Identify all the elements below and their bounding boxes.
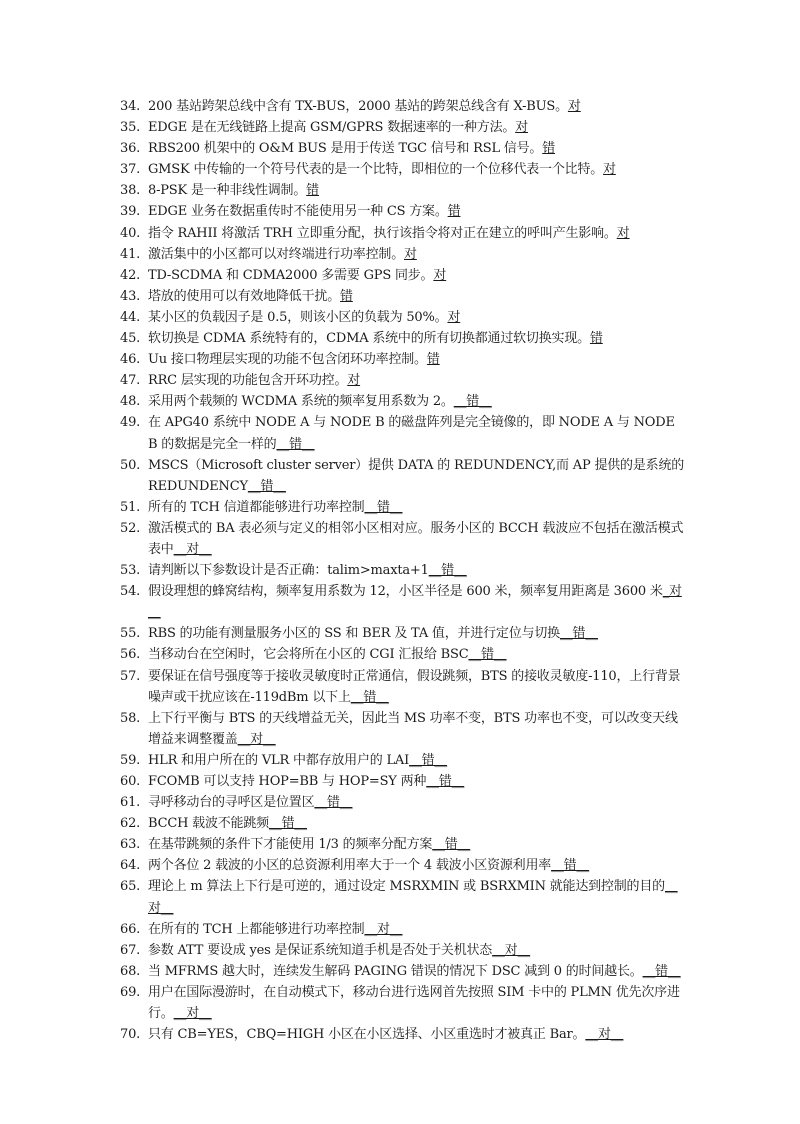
question-number: 34. <box>120 99 141 114</box>
question-number: 42. <box>120 267 141 283</box>
question-text: 某小区的负载因子是 0.5，则该小区的负载为 50%。 <box>148 309 448 325</box>
question-number: 60. <box>120 774 141 789</box>
question-number: 58. <box>120 710 141 726</box>
question-text: RBS 的功能有测量服务小区的 SS 和 BER 及 TA 值，并进行定位与切换 <box>148 626 560 642</box>
question-item <box>108 286 688 307</box>
question-number: 49. <box>120 415 141 431</box>
question-number: 69. <box>120 984 141 1000</box>
question-item <box>108 1024 688 1045</box>
question-item <box>108 265 688 286</box>
answer-mark: __错__ <box>428 563 467 579</box>
question-text: 200 基站跨架总线中含有 TX-BUS，2000 基站的跨架总线含有 X-BUS。 <box>148 99 568 114</box>
answer-mark: __对__ <box>173 541 212 557</box>
question-number: 40. <box>120 225 141 241</box>
question-number: 47. <box>120 373 141 389</box>
question-text: 当 MFRMS 越大时，连续发生解码 PAGING 错误的情况下 DSC 减到 0 的时间越长。 <box>148 963 643 979</box>
answer-mark: __错__ <box>551 858 590 874</box>
question-text: BCCH 载波不能跳频 <box>148 816 269 832</box>
question-item <box>108 307 688 328</box>
answer-mark: __错__ <box>468 647 507 663</box>
answer-mark: _对__ <box>148 584 682 621</box>
answer-mark: __错__ <box>642 963 681 979</box>
question-item <box>108 201 688 222</box>
question-text: 请判断以下参数设计是否正确：talim>maxta+1 <box>148 563 429 579</box>
question-item <box>108 876 688 918</box>
question-number: 44. <box>120 309 141 325</box>
answer-mark: __对__ <box>148 879 678 916</box>
question-number: 38. <box>120 183 141 199</box>
question-item <box>108 708 688 750</box>
question-number: 70. <box>120 1027 141 1043</box>
answer-mark: 对 <box>447 309 461 325</box>
answer-mark: 对 <box>567 99 581 114</box>
question-number: 67. <box>120 942 141 958</box>
answer-mark: __错__ <box>409 752 448 768</box>
question-item <box>108 412 688 454</box>
question-item <box>108 223 688 244</box>
question-item <box>108 834 688 855</box>
answer-mark: __错__ <box>364 499 403 515</box>
question-item <box>108 96 688 117</box>
answer-mark: 错 <box>426 352 440 368</box>
answer-mark: 对 <box>404 246 417 262</box>
question-text: 在基带跳频的条件下才能使用 1/3 的频率分配方案 <box>148 837 433 853</box>
question-item <box>108 982 688 1024</box>
answer-mark: 对 <box>603 162 616 178</box>
question-number: 51. <box>120 499 141 515</box>
answer-mark: 对 <box>433 267 447 283</box>
question-text: RBS200 机架中的 O&M BUS 是用于传送 TGC 信号和 RSL 信号。 <box>148 141 543 157</box>
question-text: 假设理想的蜂窝结构，频率复用系数为 12，小区半径是 600 米，频率复用距离是 3600 米 <box>148 584 663 600</box>
question-number: 45. <box>120 331 141 347</box>
question-text: Uu 接口物理层实现的功能不包含闭环功率控制。 <box>148 352 427 368</box>
question-number: 65. <box>120 879 141 895</box>
question-number: 37. <box>120 162 141 178</box>
question-number: 50. <box>120 457 141 473</box>
question-number: 39. <box>120 204 141 220</box>
question-text: 指令 RAHII 将激活 TRH 立即重分配，执行该指令将对正在建立的呼叫产生影响。 <box>148 225 617 241</box>
question-text: FCOMB 可以支持 HOP=BB 与 HOP=SY 两种 <box>148 774 427 789</box>
question-number: 64. <box>120 858 141 874</box>
answer-mark: __对__ <box>237 731 276 747</box>
answer-mark: __错__ <box>276 436 315 452</box>
question-item <box>108 855 688 876</box>
question-text: TD-SCDMA 和 CDMA2000 多需要 GPS 同步。 <box>148 267 434 283</box>
question-number: 46. <box>120 352 141 368</box>
question-text: RRC 层实现的功能包含开环功控。 <box>148 373 348 389</box>
question-number: 63. <box>120 837 141 853</box>
question-item <box>108 644 688 665</box>
question-text: 软切换是 CDMA 系统特有的，CDMA 系统中的所有切换都通过软切换实现。 <box>148 331 590 347</box>
question-item <box>108 497 688 518</box>
question-text: 激活模式的 BA 表必须与定义的相邻小区相对应。服务小区的 BCCH 载波应不包括在激活模式表中 <box>148 520 684 557</box>
question-text: 激活集中的小区都可以对终端进行功率控制。 <box>148 246 405 262</box>
question-item <box>108 349 688 370</box>
answer-mark: __错__ <box>453 394 492 410</box>
answer-mark: __错__ <box>350 689 389 705</box>
question-number: 68. <box>120 963 141 979</box>
answer-mark: 错 <box>589 331 603 347</box>
question-item <box>108 244 688 265</box>
answer-mark: __错__ <box>314 795 353 811</box>
question-number: 53. <box>120 563 141 579</box>
question-item <box>108 750 688 771</box>
question-text: EDGE 是在无线链路上提高 GSM/GPRS 数据速率的一种方法。 <box>148 120 516 136</box>
question-number: 48. <box>120 394 141 410</box>
question-item <box>108 180 688 201</box>
question-item <box>108 391 688 412</box>
question-item <box>108 370 688 391</box>
answer-mark: __对__ <box>585 1027 624 1043</box>
question-text: 两个各位 2 载波的小区的总资源利用率大于一个 4 载波小区资源利用率 <box>148 858 552 874</box>
answer-mark: __错__ <box>432 837 471 853</box>
question-number: 55. <box>120 626 141 642</box>
question-number: 62. <box>120 816 141 832</box>
question-item <box>108 919 688 940</box>
question-text: 理论上 m 算法上下行是可逆的，通过设定 MSRXMIN 或 BSRXMIN 就能达到控制的目的 <box>148 879 665 895</box>
answer-mark: 错 <box>542 141 556 157</box>
question-text: 参数 ATT 要设成 yes 是保证系统知道手机是否处于关机状态 <box>148 942 493 958</box>
question-number: 43. <box>120 288 141 304</box>
true-false-question-list <box>108 96 688 1045</box>
question-item <box>108 961 688 982</box>
question-text: 寻呼移动台的寻呼区是位置区 <box>148 795 315 811</box>
answer-mark: __错__ <box>426 774 465 789</box>
question-item <box>108 940 688 961</box>
question-item <box>108 666 688 708</box>
question-item <box>108 581 688 623</box>
question-text: 在 APG40 系统中 NODE A 与 NODE B 的磁盘阵列是完全镜像的，即 NODE A 与 NODE B 的数据是完全一样的 <box>148 415 675 452</box>
question-number: 41. <box>120 246 141 262</box>
question-item <box>108 455 688 497</box>
question-item <box>108 623 688 644</box>
question-text: 在所有的 TCH 上都能够进行功率控制 <box>148 921 365 937</box>
answer-mark: __错__ <box>559 626 598 642</box>
question-text: 当移动台在空闲时，它会将所在小区的 CGI 汇报给 BSC <box>148 647 469 663</box>
question-number: 35. <box>120 120 141 136</box>
question-number: 61. <box>120 795 141 811</box>
question-item <box>108 117 688 138</box>
answer-mark: 对 <box>616 225 630 241</box>
answer-mark: __对__ <box>173 1006 212 1022</box>
question-text: 用户在国际漫游时，在自动模式下，移动台进行选网首先按照 SIM 卡中的 PLMN 优先次序进行。 <box>148 984 680 1022</box>
question-text: 要保证在信号强度等于接收灵敏度时正常通信，假设跳频，BTS 的接收灵敏度-110，上行背景噪声或干扰应该在-119dBm 以下上 <box>148 668 681 705</box>
answer-mark: 对 <box>515 120 529 136</box>
answer-mark: __对__ <box>364 921 403 937</box>
question-number: 59. <box>120 752 141 768</box>
question-text: 只有 CB=YES，CBQ=HIGH 小区在小区选择、小区重选时才被真正 Bar。 <box>148 1027 586 1043</box>
question-number: 56. <box>120 647 141 663</box>
question-text: 8-PSK 是一种非线性调制。 <box>148 183 307 199</box>
answer-mark: 错 <box>447 204 461 220</box>
question-item <box>108 159 688 180</box>
question-item <box>108 518 688 560</box>
question-item <box>108 792 688 813</box>
question-text: 采用两个载频的 WCDMA 系统的频率复用系数为 2。 <box>148 394 454 410</box>
question-item <box>108 813 688 834</box>
question-text: MSCS（Microsoft cluster server）提供 DATA 的 REDUNDENCY,而 AP 提供的是系统的 REDUNDENCY <box>148 457 685 494</box>
answer-mark: __对__ <box>492 942 531 958</box>
question-text: 所有的 TCH 信道都能够进行功率控制 <box>148 499 365 515</box>
question-number: 54. <box>120 584 141 600</box>
question-number: 52. <box>120 520 141 536</box>
question-text: 上下行平衡与 BTS 的天线增益无关，因此当 MS 功率不变，BTS 功率也不变，可以改变天线增益来调整覆盖 <box>148 710 678 747</box>
question-number: 66. <box>120 921 141 937</box>
question-item <box>108 138 688 159</box>
answer-mark: __错__ <box>268 816 307 832</box>
question-item <box>108 771 688 792</box>
answer-mark: 对 <box>347 373 361 389</box>
answer-mark: 错 <box>306 183 319 199</box>
question-number: 36. <box>120 141 141 157</box>
answer-mark: 错 <box>340 288 353 304</box>
question-item <box>108 560 688 581</box>
question-text: HLR 和用户所在的 VLR 中都存放用户的 LAI <box>148 752 410 768</box>
question-number: 57. <box>120 668 141 684</box>
question-text: GMSK 中传输的一个符号代表的是一个比特，即相位的一个位移代表一个比特。 <box>148 162 604 178</box>
question-text: 塔放的使用可以有效地降低干扰。 <box>148 288 341 304</box>
answer-mark: __错__ <box>247 478 286 494</box>
question-item <box>108 328 688 349</box>
question-text: EDGE 业务在数据重传时不能使用另一种 CS 方案。 <box>148 204 448 220</box>
